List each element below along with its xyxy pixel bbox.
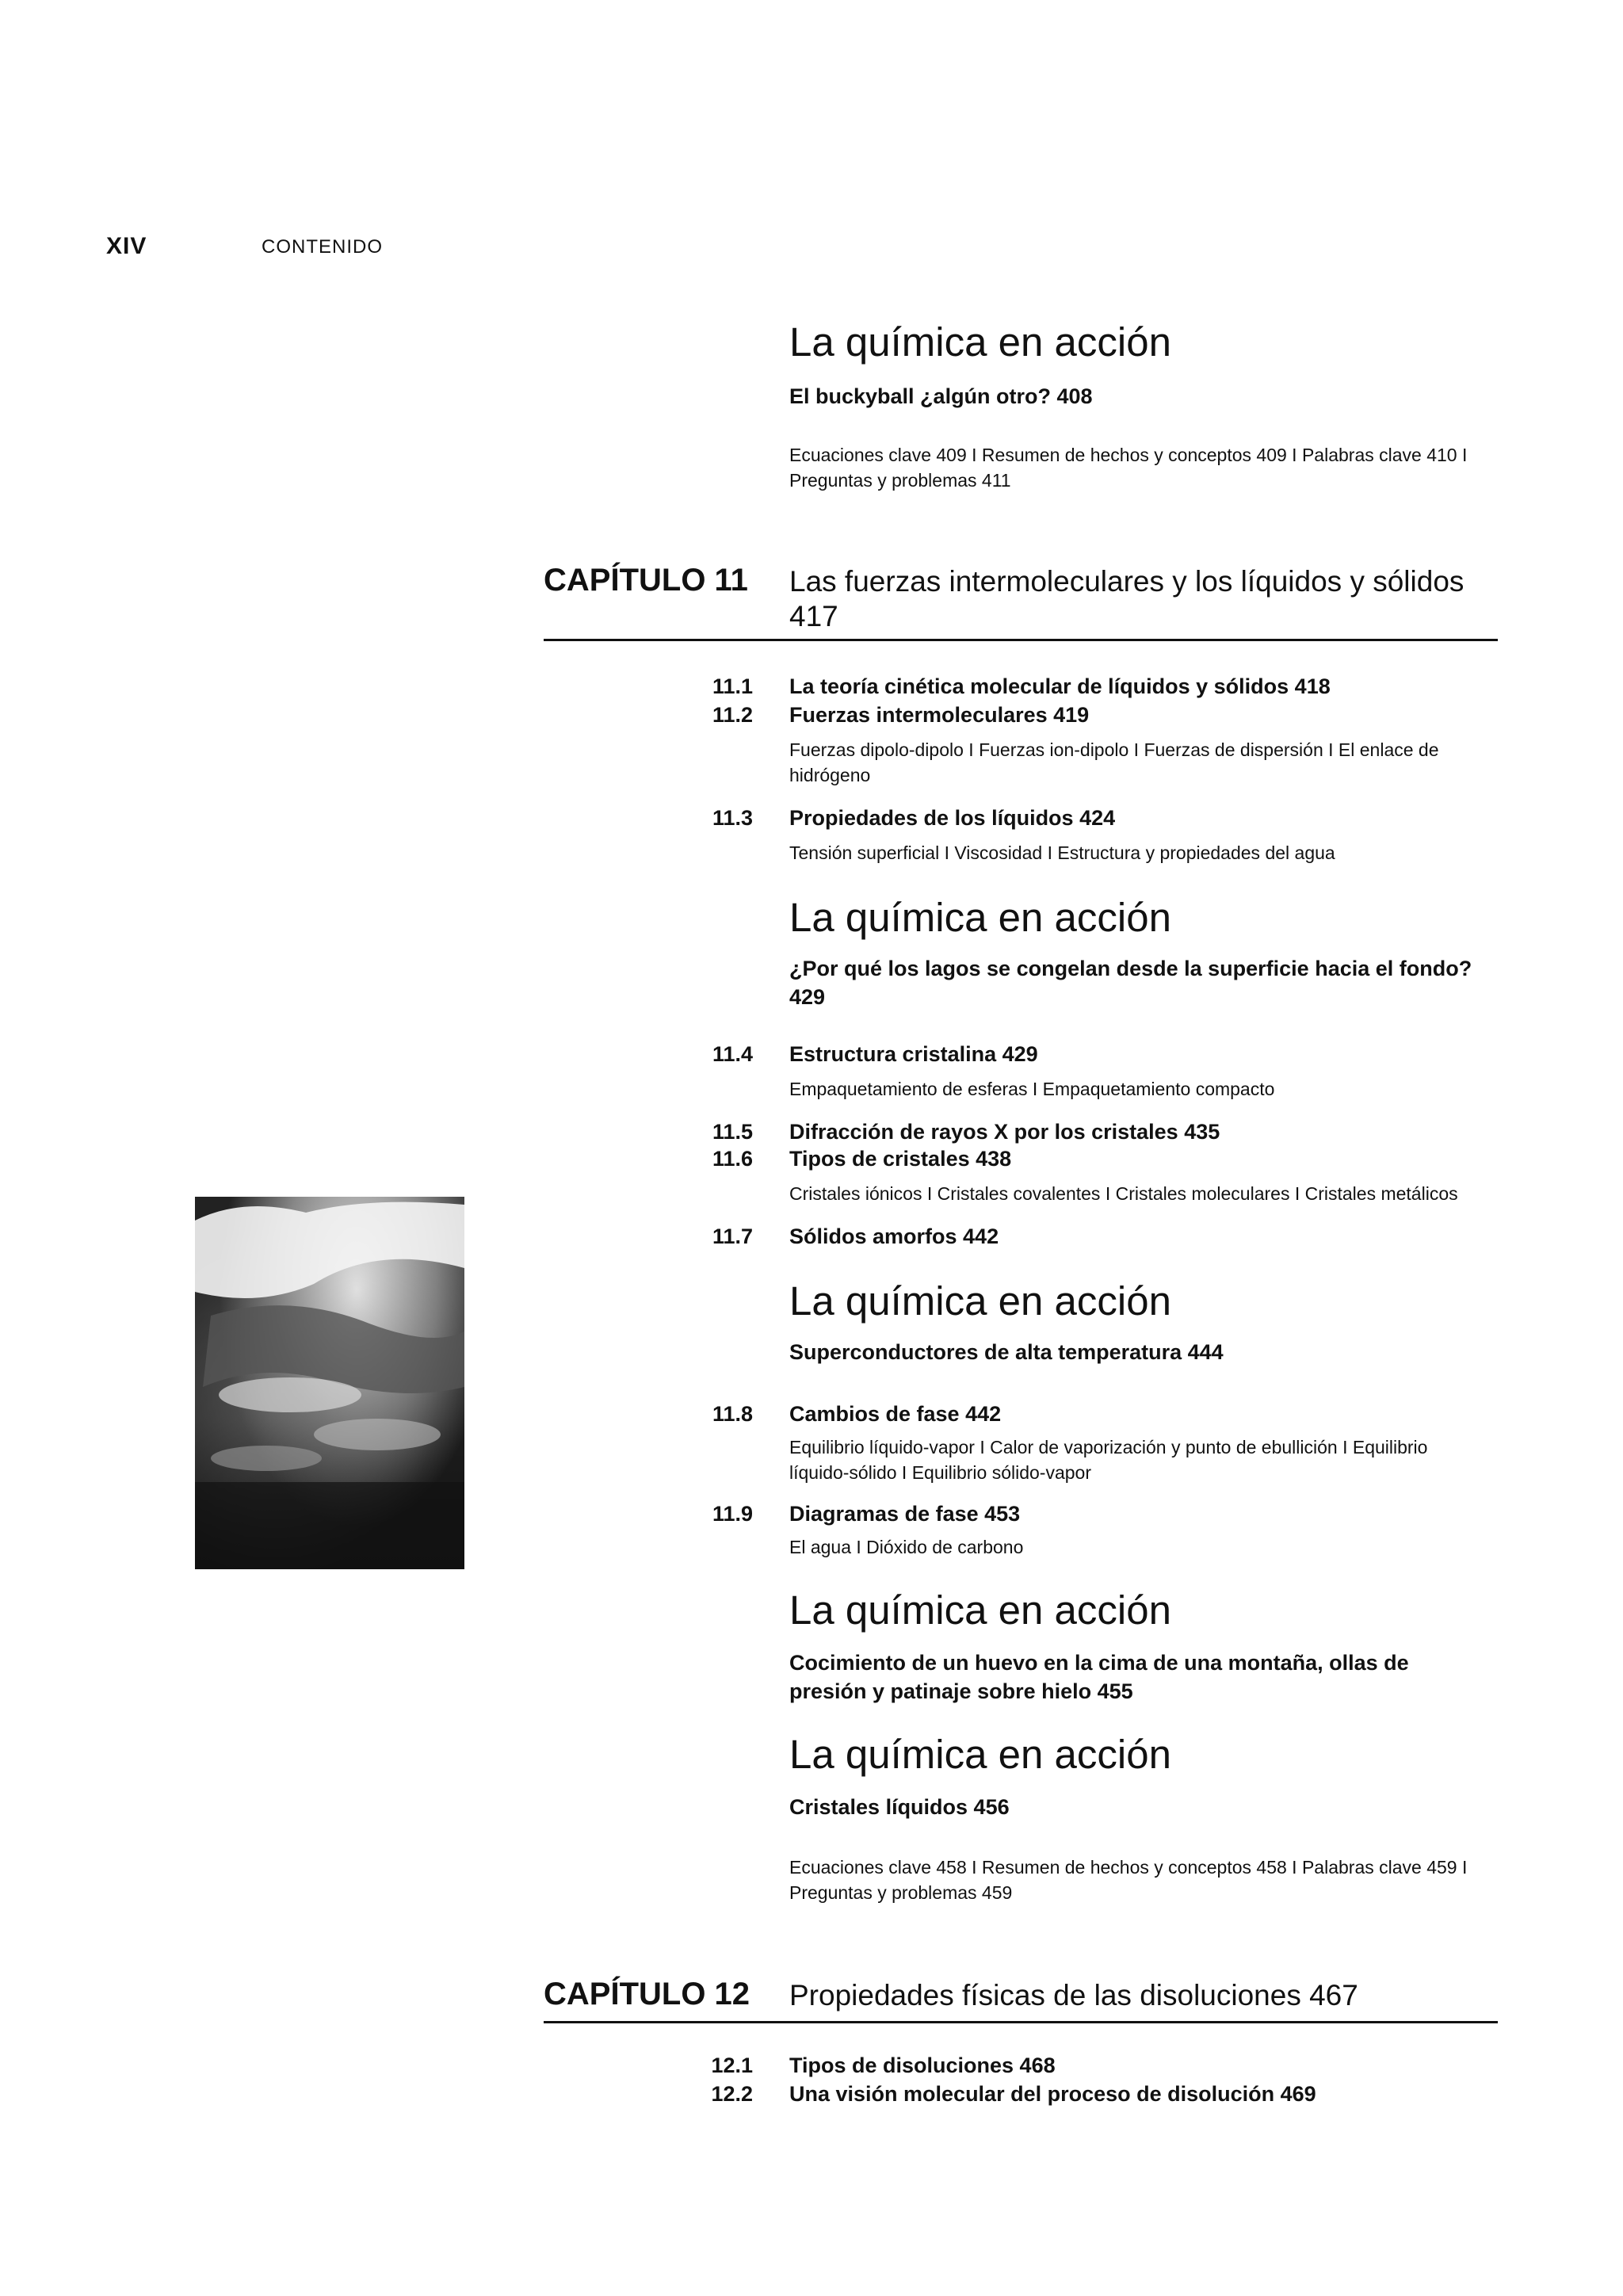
section-title: Una visión molecular del proceso de disolución 469	[789, 2082, 1316, 2106]
section-number: 12.1	[711, 2053, 753, 2077]
chapter-photo	[195, 1197, 464, 1569]
section-title: La teoría cinética molecular de líquidos y sólidos 418	[789, 674, 1331, 698]
section-title: Fuerzas intermoleculares 419	[789, 703, 1090, 727]
section-title: Tipos de disoluciones 468	[789, 2053, 1056, 2077]
section-number: 11.1	[712, 674, 753, 698]
section-title: Tipos de cristales 438	[789, 1147, 1012, 1171]
box-subtitle: Superconductores de alta temperatura 444	[789, 1340, 1224, 1364]
chapter-label: CAPÍTULO 12	[544, 1977, 750, 2011]
box-title: La química en acción	[789, 1587, 1171, 1633]
section-subtopics: Equilibrio líquido-vapor I Calor de vaporización y punto de ebullición I Equilibrio líquido-sólido I Equilibrio sólido-vapor	[789, 1437, 1428, 1483]
section-number: 12.2	[711, 2082, 753, 2106]
section-subtopics: Cristales iónicos I Cristales covalentes I Cristales moleculares I Cristales metálicos	[789, 1183, 1458, 1204]
chapter-title: Las fuerzas intermoleculares y los líquidos y sólidos 417	[789, 565, 1465, 632]
section-number: 11.2	[712, 703, 753, 727]
section-title: Difracción de rayos X por los cristales 435	[789, 1120, 1220, 1144]
box-title: La química en acción	[789, 1278, 1171, 1324]
section-title: Diagramas de fase 453	[789, 1502, 1021, 1526]
section-subtopics: Fuerzas dipolo-dipolo I Fuerzas ion-dipolo I Fuerzas de dispersión I El enlace de hidrógeno	[789, 739, 1439, 785]
section-number: 11.3	[712, 806, 753, 830]
box-subtitle: Cocimiento de un huevo en la cima de una montaña, ollas de presión y patinaje sobre hielo 455	[789, 1651, 1409, 1703]
chapter-rule	[544, 2021, 1498, 2023]
running-title: CONTENIDO	[262, 236, 383, 258]
section-title: Sólidos amorfos 442	[789, 1224, 999, 1248]
chapter-rule	[544, 639, 1498, 641]
box-subtitle: El buckyball ¿algún otro? 408	[789, 384, 1093, 408]
section-title: Propiedades de los líquidos 424	[789, 806, 1116, 830]
box-title: La química en acción	[789, 895, 1171, 940]
chapter-title: Propiedades físicas de las disoluciones 467	[789, 1979, 1358, 2011]
section-number: 11.5	[712, 1120, 753, 1144]
section-title: Cambios de fase 442	[789, 1402, 1002, 1426]
section-number: 11.8	[712, 1402, 753, 1426]
section-title: Estructura cristalina 429	[789, 1042, 1038, 1066]
box-title: La química en acción	[789, 319, 1171, 365]
chapter-summary: Ecuaciones clave 409 I Resumen de hechos y conceptos 409 I Palabras clave 410 I Preguntas y problemas 411	[789, 445, 1468, 491]
photo-illustration	[195, 1197, 464, 1569]
box-subtitle: ¿Por qué los lagos se congelan desde la superficie hacia el fondo? 429	[789, 957, 1472, 1009]
section-subtopics: El agua I Dióxido de carbono	[789, 1537, 1024, 1557]
page-number: XIV	[106, 233, 147, 259]
section-number: 11.6	[712, 1147, 753, 1171]
box-title: La química en acción	[789, 1732, 1171, 1777]
chapter-label: CAPÍTULO 11	[544, 563, 748, 598]
chapter-summary: Ecuaciones clave 458 I Resumen de hechos y conceptos 458 I Palabras clave 459 I Preguntas y problemas 459	[789, 1857, 1468, 1903]
section-subtopics: Tensión superficial I Viscosidad I Estructura y propiedades del agua	[789, 842, 1335, 863]
section-number: 11.4	[712, 1042, 753, 1066]
section-number: 11.9	[712, 1502, 753, 1526]
section-subtopics: Empaquetamiento de esferas I Empaquetamiento compacto	[789, 1079, 1275, 1099]
box-subtitle: Cristales líquidos 456	[789, 1795, 1010, 1819]
section-number: 11.7	[712, 1224, 753, 1248]
